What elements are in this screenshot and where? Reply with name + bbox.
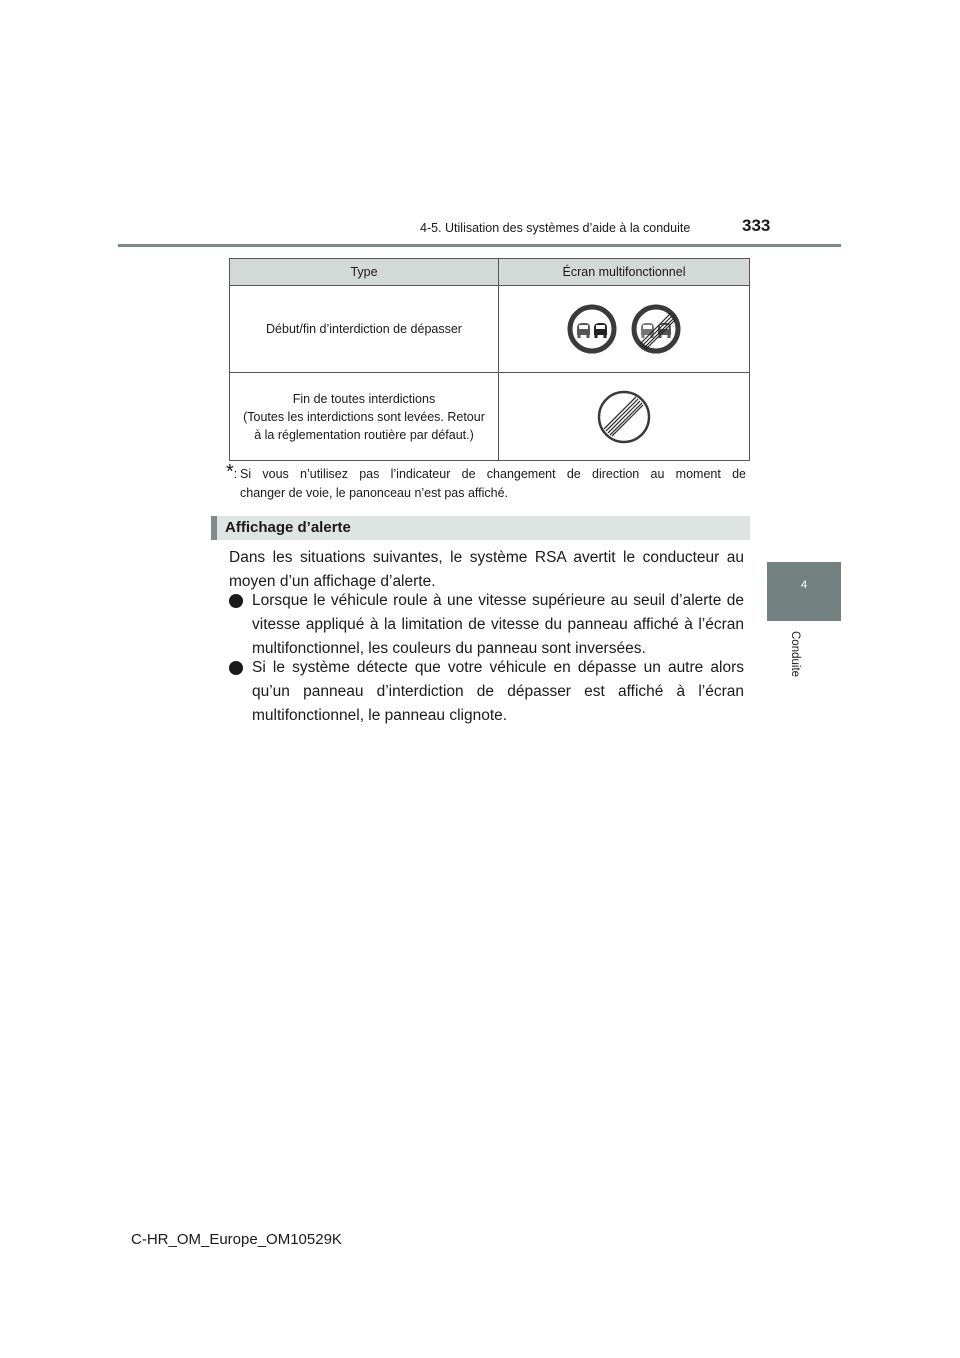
footnote-word: moment — [675, 467, 721, 481]
footnote-word: de — [566, 467, 581, 481]
footnote-marker: *: — [226, 461, 238, 483]
footnote-word: changement — [486, 467, 556, 481]
section-title: Affichage d’alerte — [225, 519, 351, 536]
no-overtaking-sign-icon — [567, 304, 617, 354]
footnote-word: pas — [359, 467, 380, 481]
chapter-number: 4 — [800, 579, 808, 591]
list-item — [229, 656, 744, 728]
footnote-word: l’indicateur — [390, 467, 451, 481]
column-header-type: Type — [230, 259, 499, 286]
table-row — [230, 373, 750, 461]
footnote — [226, 461, 746, 503]
footnote-word: de — [732, 467, 746, 481]
type-text-line: (Toutes les interdictions sont levées. Retour — [243, 409, 485, 424]
footnote-line: changer de voie, le panonceau n’est pas affiché. — [240, 486, 509, 500]
list-item-text: Si le système détecte que votre véhicule en dépasse un autre alors qu’un panneau d’interdiction de dépasser est affiché à l’écran multifonctionnel, le panneau clignote. — [252, 659, 744, 724]
table-row — [230, 286, 750, 373]
display-cell — [499, 373, 750, 461]
chapter-label: Conduite — [789, 631, 801, 678]
page-number: 333 — [742, 216, 771, 235]
type-cell — [230, 286, 499, 373]
bullet-icon — [229, 661, 243, 675]
list-item-text: Lorsque le véhicule roule à une vitesse supérieure au seuil d’alerte de vitesse appliqué à la limitation de vitesse du panneau affiché à l’écran multifonctionnel, les couleurs du panneau sont inversées. — [252, 592, 744, 657]
footnote-word: Si — [240, 467, 252, 481]
display-cell — [499, 286, 750, 373]
chapter-tab — [767, 562, 841, 621]
column-header-display: Écran multifonctionnel — [499, 259, 750, 286]
footnote-word: vous — [262, 467, 289, 481]
type-text-line: Fin de toutes interdictions — [292, 391, 436, 406]
table-header-row — [230, 259, 750, 286]
section-heading-bar — [211, 516, 750, 540]
bullet-icon — [229, 594, 243, 608]
type-text: Début/fin d’interdiction de dépasser — [266, 322, 462, 336]
type-text-line: à la réglementation routière par défaut.) — [254, 427, 474, 442]
footnote-word: de — [461, 467, 476, 481]
type-cell — [230, 373, 499, 461]
footnote-word: direction — [592, 467, 640, 481]
intro-paragraph: Dans les situations suivantes, le système RSA avertit le conducteur au moyen d’un affichage d’alerte. — [229, 549, 744, 590]
section-accent — [211, 516, 217, 540]
end-no-overtaking-sign-icon — [631, 304, 681, 354]
footnote-word: au — [650, 467, 665, 481]
header-divider — [118, 244, 841, 247]
sign-type-table — [229, 258, 750, 461]
footnote-word: n’utilisez — [300, 467, 348, 481]
running-header-section: 4-5. Utilisation des systèmes d’aide à la conduite — [420, 221, 691, 235]
end-of-all-restrictions-sign-icon — [596, 389, 652, 445]
document-code: C-HR_OM_Europe_OM10529K — [131, 1231, 342, 1248]
list-item — [229, 589, 744, 661]
